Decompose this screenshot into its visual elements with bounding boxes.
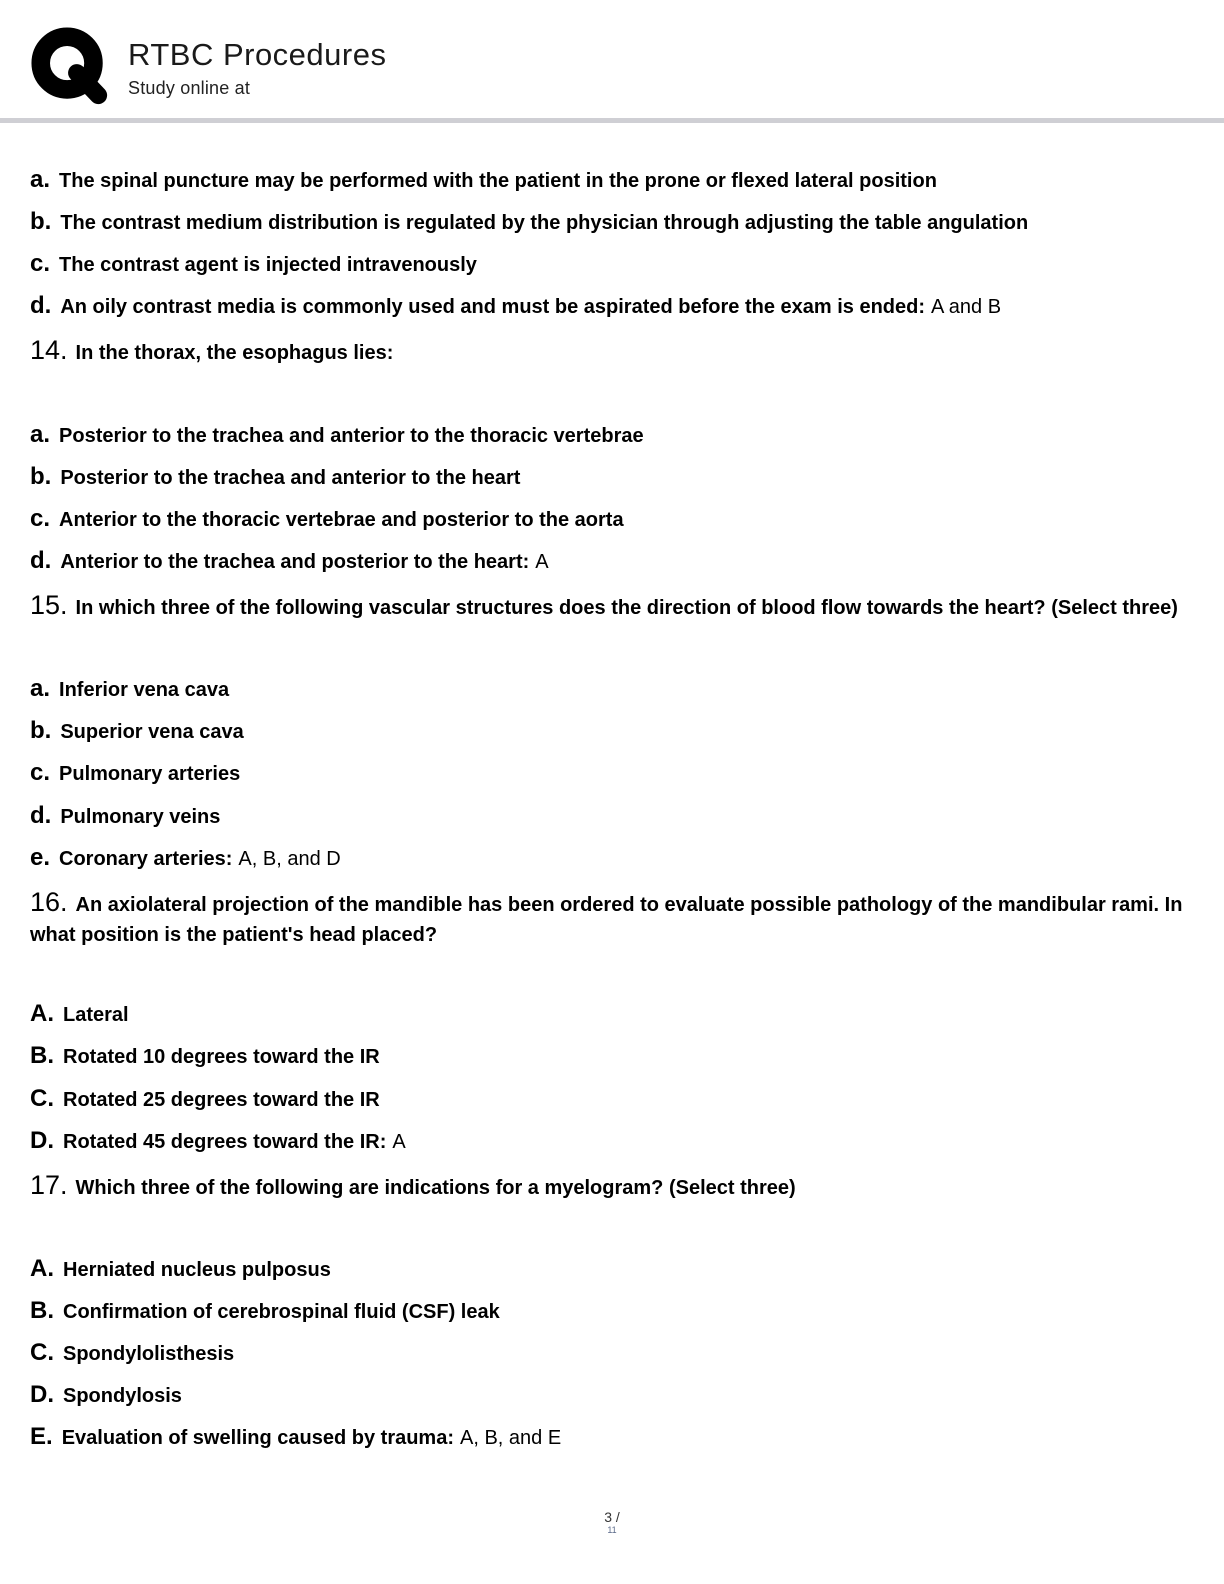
option-letter: B.: [30, 1042, 54, 1070]
option-letter: c.: [30, 504, 51, 532]
page-footer: [0, 1510, 1224, 1536]
question-number: 15.: [30, 589, 68, 620]
answer-text: A and B: [931, 296, 1002, 319]
option-text: Inferior vena cava: [59, 679, 230, 702]
option-letter: d.: [30, 292, 52, 320]
answer-option: [30, 1420, 1190, 1454]
option-text: Posterior to the trachea and anterior to the thoracic vertebrae: [59, 424, 644, 447]
option-letter: E.: [30, 1423, 53, 1451]
page-number-total: 11: [607, 1525, 617, 1536]
option-text: Spondylolisthesis: [63, 1343, 235, 1366]
option-letter: a.: [30, 166, 51, 193]
option-letter: C.: [30, 1339, 54, 1367]
option-letter: e.: [30, 843, 51, 871]
option-text: Posterior to the trachea and anterior to the heart: [60, 466, 521, 489]
option-text: Lateral: [63, 1004, 129, 1027]
question-text: Which three of the following are indications for a myelogram? (Select three): [75, 1176, 796, 1199]
answer-option: [30, 418, 1190, 452]
option-letter: b.: [30, 717, 52, 745]
answer-option: [30, 841, 1190, 875]
question-text: In which three of the following vascular structures does the direction of blood flow towards the heart? (Select three): [75, 596, 1178, 619]
option-text: The contrast medium distribution is regulated by the physician through adjusting the table angulation: [60, 212, 1029, 235]
answer-option: [30, 247, 1190, 281]
option-text: Anterior to the thoracic vertebrae and posterior to the aorta: [59, 508, 624, 531]
option-text: Anterior to the trachea and posterior to the heart:: [60, 550, 530, 573]
header-subtitle: Study online at: [128, 78, 251, 99]
question: [30, 883, 1190, 950]
option-text: Superior vena cava: [60, 721, 244, 744]
option-letter: d.: [30, 801, 52, 829]
answer-option: [30, 289, 1190, 323]
answer-option: [30, 799, 1190, 833]
page-title: RTBC Procedures: [128, 37, 387, 72]
option-text: Rotated 25 degrees toward the IR: [63, 1088, 380, 1111]
answer-option: [30, 672, 1190, 706]
answer-option: [30, 163, 1190, 197]
answer-option: [30, 714, 1190, 748]
answer-option: [30, 1336, 1190, 1370]
option-text: Pulmonary veins: [60, 805, 221, 828]
answer-text: A, B, and E: [460, 1427, 562, 1450]
option-letter: d.: [30, 546, 52, 574]
answer-option: [30, 205, 1190, 239]
option-letter: c.: [30, 250, 51, 278]
option-text: Rotated 10 degrees toward the IR: [63, 1046, 380, 1069]
question-list: [0, 123, 1224, 1454]
question-text: An axiolateral projection of the mandible has been ordered to evaluate possible pathology of the mandibular rami. In what position is the patient's head placed?: [30, 893, 1183, 946]
answer-option: [30, 997, 1190, 1031]
question-text: In the thorax, the esophagus lies:: [75, 342, 394, 365]
answer-option: [30, 544, 1190, 578]
question: [30, 1166, 1190, 1204]
answer-option: [30, 460, 1190, 494]
option-text: Coronary arteries:: [59, 847, 233, 870]
option-letter: a.: [30, 675, 51, 703]
option-text: An oily contrast media is commonly used and must be aspirated before the exam is ended:: [60, 296, 925, 319]
answer-option: [30, 756, 1190, 790]
header-text-block: [128, 26, 386, 99]
answer-option: [30, 1039, 1190, 1073]
page-header: [0, 0, 1224, 108]
option-text: Evaluation of swelling caused by trauma:: [61, 1427, 455, 1450]
question-number: 17.: [30, 1169, 68, 1200]
option-text: Confirmation of cerebrospinal fluid (CSF) leak: [63, 1301, 500, 1324]
option-letter: A.: [30, 1255, 54, 1283]
answer-text: A: [392, 1130, 406, 1153]
option-text: Pulmonary arteries: [59, 763, 241, 786]
page-number: 3 /: [604, 1508, 620, 1525]
option-text: The spinal puncture may be performed with the patient in the prone or flexed lateral position: [59, 170, 937, 192]
quizlet-q-logo-icon: [30, 26, 112, 108]
option-letter: b.: [30, 462, 52, 490]
answer-option: [30, 1252, 1190, 1286]
answer-option: [30, 1082, 1190, 1116]
answer-text: A: [535, 550, 549, 573]
option-letter: B.: [30, 1297, 54, 1325]
option-letter: D.: [30, 1126, 54, 1154]
option-letter: c.: [30, 759, 51, 787]
question: [30, 331, 1190, 369]
answer-option: [30, 1124, 1190, 1158]
option-letter: b.: [30, 208, 52, 236]
option-letter: C.: [30, 1084, 54, 1112]
answer-text: A, B, and D: [238, 847, 341, 870]
question-number: 16.: [30, 886, 68, 917]
option-letter: a.: [30, 420, 51, 448]
option-text: Spondylosis: [63, 1385, 182, 1408]
option-text: Rotated 45 degrees toward the IR:: [63, 1130, 387, 1153]
question-number: 14.: [30, 335, 68, 366]
answer-option: [30, 1294, 1190, 1328]
option-letter: D.: [30, 1381, 54, 1409]
option-text: The contrast agent is injected intravenously: [59, 254, 477, 277]
option-text: Herniated nucleus pulposus: [63, 1259, 331, 1282]
answer-option: [30, 502, 1190, 536]
answer-option: [30, 1378, 1190, 1412]
question: [30, 586, 1190, 624]
option-letter: A.: [30, 1000, 54, 1028]
